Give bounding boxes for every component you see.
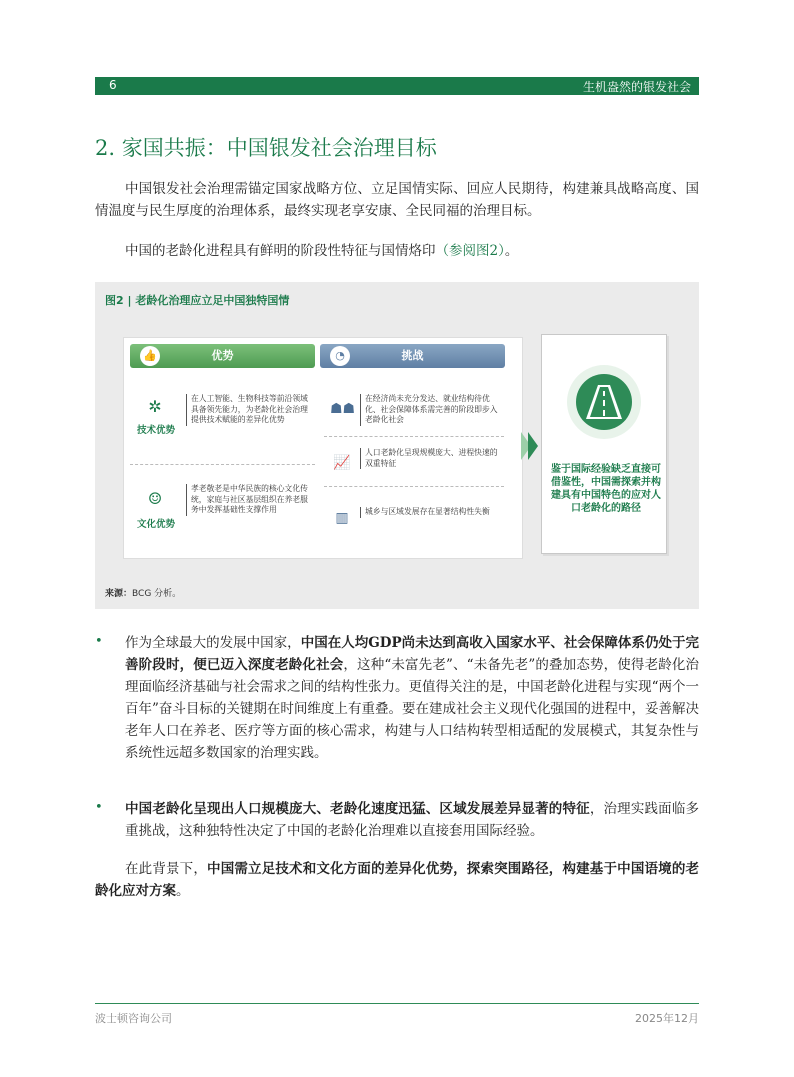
footer-divider xyxy=(95,1003,699,1004)
advantages-header xyxy=(130,344,315,368)
rising-chart-icon: 📈 xyxy=(333,455,351,471)
bullet-text: ，治理实践面临多重挑战，这种独特性决定了中国的老龄化治理难以直接套用国际经验。 xyxy=(125,801,700,839)
thumbs-up-icon: 👍 xyxy=(140,346,160,366)
advantage-text: 孝老敬老是中华民族的核心文化传统，家庭与社区基层组织在养老服务中发挥基础性支撑作用 xyxy=(186,484,310,516)
chevron-right-icon xyxy=(528,432,538,460)
closing-paragraph xyxy=(95,858,699,902)
intro-paragraph-2-text: 中国的老龄化进程具有鲜明的阶段性特征与国情烙印 xyxy=(125,243,436,259)
figure-reference-link[interactable]: （参阅图2） xyxy=(435,243,505,259)
closing-text: 在此背景下， xyxy=(125,861,208,877)
challenge-text: 城乡与区域发展存在显著结构性失衡 xyxy=(360,507,502,518)
challenges-header-label: 挑战 xyxy=(401,349,424,362)
road-icon xyxy=(582,383,626,421)
advantages-header-label: 优势 xyxy=(211,349,234,362)
figure-2 xyxy=(95,282,699,609)
bullet-paragraph-1 xyxy=(125,632,699,764)
gear-chip-icon: ✲ xyxy=(148,397,162,416)
advantage-text: 在人工智能、生物科技等前沿领域具备领先能力，为老龄化社会治理提供技术赋能的差异化优势 xyxy=(186,394,310,426)
advantage-label: 文化优势 xyxy=(136,519,175,530)
closing-emphasis: 中国需立足技术和文化方面的差异化优势，探索突围路径，构建基于中国语境的老龄化应对方案 xyxy=(95,861,700,899)
source-label: 来源： xyxy=(105,589,133,599)
footer-date: 2025年12月 xyxy=(635,1012,699,1025)
challenge-item xyxy=(324,503,504,543)
bullet-emphasis: 中国在人均GDP尚未达到高收入国家水平、社会保障体系仍处于完善阶段时，便已迈入深度老龄化社会 xyxy=(125,635,700,673)
challenges-header xyxy=(320,344,505,368)
running-title: 生机盎然的银发社会 xyxy=(582,80,691,94)
intro-paragraph-2 xyxy=(95,240,699,262)
elder-person-icon: ☺ xyxy=(147,489,163,508)
divider xyxy=(324,436,504,437)
bullet-paragraph-2 xyxy=(125,798,699,842)
challenge-text: 人口老龄化呈现规模庞大、进程快速的双重特征 xyxy=(360,448,502,469)
bullet-marker: • xyxy=(95,634,103,649)
intro-paragraph-1: 中国银发社会治理需锚定国家战略方位、立足国情实际、回应人民期待，构建兼具战略高度、国情温度与民生厚度的治理体系，最终实现老享安康、全民同福的治理目标。 xyxy=(95,181,699,219)
challenge-text: 在经济尚未充分发达、就业结构待优化、社会保障体系需完善的阶段即步入老龄化社会 xyxy=(360,394,502,426)
pie-chart-icon: ◔ xyxy=(330,346,350,366)
running-header xyxy=(95,77,699,95)
footer-publisher: 波士顿咨询公司 xyxy=(95,1012,172,1025)
divider xyxy=(324,486,504,487)
figure-title: 图2 | 老龄化治理应立足中国独特国情 xyxy=(105,294,290,307)
section-title: 2. 家国共振：中国银发社会治理目标 xyxy=(95,136,437,160)
page-number: 6 xyxy=(109,78,117,92)
bullet-text: ，这种“未富先老”、“未备先老”的叠加态势，使得老龄化治理面临经济基础与社会需求之间的结构性张力。更值得关注的是，中国老龄化进程与实现“两个一百年”奋斗目标的关键期在时间维度上有重叠。要在建成社会主义现代化强国的进程中，妥善解决老年人口在养老、医疗等方面的核心需求，构建与人口结构转型相适配的发展模式，其复杂性与系统性远超多数国家的治理实践。 xyxy=(125,657,700,761)
bullet-emphasis: 中国老龄化呈现出人口规模庞大、老龄化速度迅猛、区域发展差异显著的特征 xyxy=(125,801,590,817)
bullet-marker: • xyxy=(95,800,103,815)
city-buildings-icon: ▥ xyxy=(335,510,349,526)
closing-text: 。 xyxy=(176,883,190,899)
advantage-item-tech xyxy=(130,374,315,464)
advantages-challenges-panel xyxy=(123,337,523,559)
challenge-item xyxy=(324,448,504,488)
result-box xyxy=(541,334,667,554)
advantage-label: 技术优势 xyxy=(136,425,175,436)
intro-paragraph-2-end: 。 xyxy=(504,243,519,259)
source-text: BCG 分析。 xyxy=(132,589,182,599)
advantage-item-culture xyxy=(130,466,315,556)
bullet-text: 作为全球最大的发展中国家， xyxy=(125,635,301,651)
challenge-item xyxy=(324,394,504,434)
result-text: 鉴于国际经验缺乏直接可借鉴性，中国需探索并构建具有中国特色的应对人口老龄化的路径 xyxy=(551,464,661,514)
figure-source xyxy=(105,586,181,599)
divider xyxy=(130,464,315,465)
people-group-icon: ☗☗ xyxy=(330,401,356,417)
